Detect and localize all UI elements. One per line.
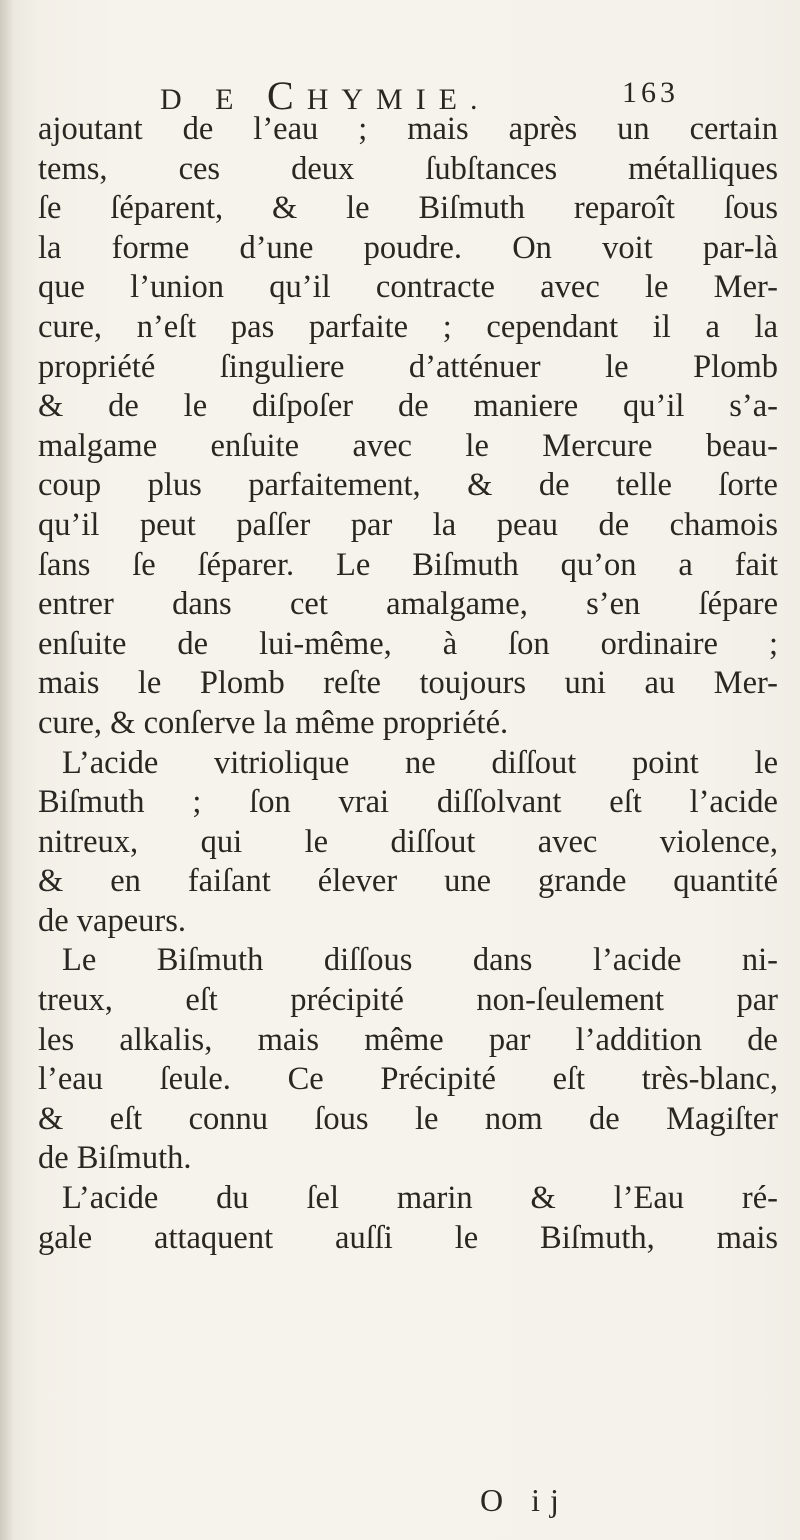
- text-line: ajoutant de l’eau ; mais après un certain: [38, 111, 778, 147]
- text-line: de vapeurs.: [38, 902, 186, 939]
- paragraph-start-line: L’acide vitriolique ne diſſout point le: [62, 744, 778, 781]
- running-head-initial: C: [267, 73, 307, 118]
- text-line: nitreux, qui le diſſout avec violence,: [38, 823, 778, 860]
- text-line: tems, ces deux ſubſtances métalliques: [38, 150, 778, 187]
- body-text: [38, 110, 778, 1258]
- text-line: l’eau ſeule. Ce Précipité eſt très-blanc,: [38, 1061, 778, 1098]
- page-number: 163: [622, 76, 679, 109]
- text-line: cure, & conſerve la même propriété.: [38, 704, 509, 741]
- text-line: ſans ſe ſéparer. Le Biſmuth qu’on a fait: [38, 546, 778, 583]
- text-line: Biſmuth ; ſon vrai diſſolvant eſt l’acide: [38, 784, 778, 821]
- text-line: malgame enſuite avec le Mercure beau-: [38, 427, 778, 464]
- text-line: gale attaquent auſſi le Biſmuth, mais: [38, 1219, 778, 1256]
- paragraph-start-line: Le Biſmuth diſſous dans l’acide ni-: [62, 942, 778, 979]
- text-line: qu’il peut paſſer par la peau de chamois: [38, 506, 778, 543]
- text-line: treux, eſt précipité non-ſeulement par: [38, 982, 778, 1019]
- text-line: ſe ſéparent, & le Biſmuth reparoît ſous: [38, 190, 778, 227]
- text-line: & eſt connu ſous le nom de Magiſter: [38, 1100, 778, 1137]
- running-head-prefix: D E: [160, 83, 267, 116]
- text-line: enſuite de lui-même, à ſon ordinaire ;: [38, 625, 778, 662]
- gutter-shadow: [0, 0, 14, 1540]
- text-line: la forme d’une poudre. On voit par-là: [38, 229, 778, 266]
- text-line: mais le Plomb reſte toujours uni au Mer-: [38, 665, 778, 702]
- text-line: de Biſmuth.: [38, 1140, 192, 1177]
- text-line: les alkalis, mais même par l’addition de: [38, 1021, 778, 1058]
- text-line: entrer dans cet amalgame, s’en ſépare: [38, 586, 778, 623]
- text-line: & en faiſant élever une grande quantité: [38, 863, 778, 900]
- paragraph-start-line: L’acide du ſel marin & l’Eau ré-: [62, 1180, 778, 1217]
- text-line: coup plus parfaitement, & de telle ſorte: [38, 467, 778, 504]
- running-head-rest: HYMIE.: [306, 83, 491, 116]
- text-line: cure, n’eſt pas parfaite ; cependant il a la: [38, 308, 778, 345]
- page-header: [160, 72, 660, 118]
- text-line: que l’union qu’il contracte avec le Mer-: [38, 269, 778, 306]
- text-line: propriété ſinguliere d’atténuer le Plomb: [38, 348, 778, 385]
- signature-mark: O ij: [480, 1482, 569, 1518]
- text-line: & de le diſpoſer de maniere qu’il s’a-: [38, 388, 778, 425]
